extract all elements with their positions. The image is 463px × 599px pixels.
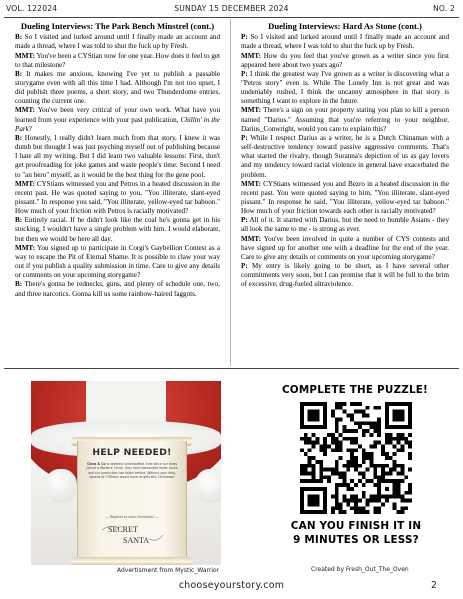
ad-register-line: — Register to save Christmas! —: [105, 515, 159, 519]
logo-word-santa: SANTA: [123, 536, 150, 545]
logo-word-secret: SECRET: [108, 525, 138, 534]
interview-paragraph: [15, 33, 220, 51]
paragraph-text: I think the greatest way I've grown as a writer is discovering what a "Petros story" even is. While The Lonely Inn is not great and was undeniably rushed, I think the uncanny atmosphere in that story is something I want to explore in the future.: [241, 69, 449, 106]
site-link[interactable]: chooseyourstory.com: [178, 580, 285, 591]
paragraph-text: You've been involved in quite a number of CYS contests and have signed up for another one with a deadline for the end of the year. Care to give any details or comments on your upcoming storygame?: [241, 234, 449, 261]
logo-swirl-right: [149, 535, 163, 540]
right-article: [241, 21, 449, 365]
speaker-label: MMT:: [241, 106, 261, 115]
puzzle-question-line2: 9 MINUTES OR LESS?: [293, 534, 419, 546]
paragraph-text: How do you feel that you've grown as a writer since you first appeared here about two years ago?: [241, 51, 449, 69]
secret-santa-logo: [99, 521, 165, 547]
speaker-label: P:: [241, 133, 248, 142]
paragraph-text: Entirely racial. If he didn't look like the coal he's gonna get in his stocking, I wouldn't have a single problem with him. I would elaborate, but then we would be here all day.: [15, 216, 220, 243]
interview-paragraph: [15, 134, 220, 180]
santa-left-glove-image: [45, 469, 77, 503]
speaker-label: MMT:: [241, 179, 261, 188]
speaker-label: MMT:: [15, 179, 35, 188]
paragraph-text: CYStians witnessed you and Petros in a heated discussion in the recent past. He was quoted saying to you, "You illiterate, slant-eyed pissant." In response you said, "You illiterate, yellow-eyed tar baboon." How much of your friction with Petros is racially motivated?: [15, 179, 220, 216]
interview-paragraph: [241, 235, 449, 262]
volume-label: VOL. 122024: [6, 4, 58, 13]
puzzle-credit: Created by Fresh_Out_The_Oven: [311, 566, 409, 573]
speaker-label: MMT:: [15, 243, 35, 252]
speaker-label: B:: [15, 69, 23, 78]
paragraph-text: So I visited and lurked around until I finally made an account and made a thread, where I was told to shut the fuck up by Fresh.: [241, 33, 449, 51]
secret-santa-advertisement[interactable]: [31, 381, 221, 565]
interview-paragraph: [241, 216, 449, 234]
speaker-label: P:: [241, 33, 248, 42]
puzzle-question-line1: CAN YOU FINISH IT IN: [290, 520, 422, 532]
paragraph-text: Honestly, I really didn't learn much from that story, I knew it was dumb but thought I was just psyching myself out of publishing because I hate all my writing. But I did learn two valuable lessons: First, don't get proofreading for joke games and waste people's time. Second I need to "an hero" myself, as it would be the best thing for the gene pool.: [15, 133, 220, 179]
ad-body: [85, 462, 179, 479]
speaker-label: P:: [241, 69, 248, 78]
left-article-title: Dueling Interviews: The Park Bench Minstrel (cont.): [20, 21, 215, 31]
left-article: [15, 21, 220, 365]
paragraph-text: There's a sign on your property stating you plan to kill a person named "Darius." Assuming that you're referring to your neighbor, Darius_Conwright, would you care to explain this?: [241, 106, 449, 133]
speaker-label: MMT:: [15, 51, 35, 60]
left-article-body: [15, 33, 220, 299]
interview-paragraph: [241, 134, 449, 180]
right-article-title: Dueling Interviews: Hard As Stone (cont.): [268, 21, 422, 31]
interview-paragraph: [15, 244, 220, 281]
ad-caption: Advertisment from Mystic_Warrior: [117, 567, 220, 574]
speaker-label: B:: [15, 280, 23, 289]
paragraph-text-end: ?: [28, 124, 32, 133]
speaker-label: MMT:: [15, 106, 35, 115]
paragraph-text: While I respect Darius as a writer, he is a Dutch Chinaman with a self-destructive tendency toward passive aggressive comments. That's what started the rivalry, though Suranna's depiction of us as gay lovers and my tendency toward racial violence in general have exacerbated the problem.: [241, 133, 449, 179]
speaker-label: B:: [15, 133, 23, 142]
puzzle-question: [258, 519, 454, 547]
interview-paragraph: [241, 262, 449, 289]
paragraph-text: You've been very critical of your own work. What have you learned from your experience with your past publication,: [15, 106, 220, 124]
qr-code-icon[interactable]: [300, 402, 412, 514]
page-number: 2: [431, 580, 437, 591]
masthead-rule: [4, 17, 459, 18]
paragraph-text: All of it. It started with Darius, but the need to humble Asians - they all look the same to me - is strong as ever.: [241, 216, 449, 234]
masthead: [0, 0, 463, 17]
speaker-label: P:: [241, 216, 248, 225]
scroll-bottom-roll: [71, 557, 193, 565]
paragraph-text: So I visited and lurked around until I finally made an account and made a thread, where I was told to shut the fuck up by Fresh.: [15, 33, 220, 51]
publication-title: Chillin' in the Park: [15, 115, 220, 133]
paragraph-text: My entry is likely going to be short, as I have several other commitments very soon, but I can promise that it will be full to the brim of excessive, drug-fueled ultraviolence.: [241, 262, 449, 289]
interview-paragraph: [15, 52, 220, 70]
section-rule: [4, 368, 459, 369]
interview-paragraph: [15, 106, 220, 133]
interview-paragraph: [241, 70, 449, 107]
santa-right-glove-image: [195, 469, 221, 503]
paragraph-text: You've been a CYStian now for one year. How does it feel to get to that milestone?: [15, 51, 220, 69]
speaker-label: MMT:: [241, 234, 261, 243]
interview-paragraph: [241, 33, 449, 51]
speaker-label: P:: [241, 262, 248, 271]
paragraph-text: There's gonna be rednecks, guns, and plenty of schedule one, two, and three narcotics. Gonna kill us some rainbow-haired faggots.: [15, 280, 220, 298]
interview-paragraph: [15, 216, 220, 243]
issue-date: SUNDAY 15 DECEMBER 2024: [174, 4, 289, 13]
speaker-label: B:: [15, 33, 23, 42]
interview-paragraph: [241, 180, 449, 217]
interview-paragraph: [241, 106, 449, 133]
interview-paragraph: [241, 52, 449, 70]
paragraph-text: You signed up to participate in Corgi's Gaybellion Contest as a way to escape the Pit of Eternal Shame. It is possible to claw your way out if you publish a quality submission in time. Care to give any details or comments on your upcoming storygame?: [15, 243, 220, 280]
speaker-label: B:: [15, 216, 23, 225]
paragraph-text: CYStians witnessed you and Bezro in a heated discussion in the recent past. You were quoted saying to him, "You illiterate, slant-eyed pissant." In response he said, "You illiterate, yellow-eyed tar baboon." How much of your friction towards each other is racially motivated?: [241, 179, 449, 216]
column-divider: [230, 19, 231, 366]
page-footer: [0, 580, 463, 594]
ad-company-name: Claus & Co: [86, 462, 106, 466]
right-article-body: [241, 33, 449, 289]
interview-paragraph: [15, 70, 220, 107]
issue-number: NO. 2: [432, 4, 455, 13]
speaker-label: MMT:: [241, 51, 261, 60]
ad-heading: HELP NEEDED!: [92, 447, 172, 458]
puzzle-title: COMPLETE THE PUZZLE!: [281, 384, 428, 396]
interview-paragraph: [15, 180, 220, 217]
paragraph-text: It makes me anxious, knowing I've yet to publish a passable storygame even with all this time I had. Although I'm not too upset, I did publish three poems, a short story, and two Thunderdome entries, counting the current one.: [15, 69, 220, 106]
ad-body-text: is severely understaffed. Ever since our elves joined a Workers' Union, they have demanded fewer hours and our production has fallen behind. Without your help, dozens of CYStians would have no gifts this Christmas!: [86, 462, 178, 479]
interview-paragraph: [15, 280, 220, 298]
